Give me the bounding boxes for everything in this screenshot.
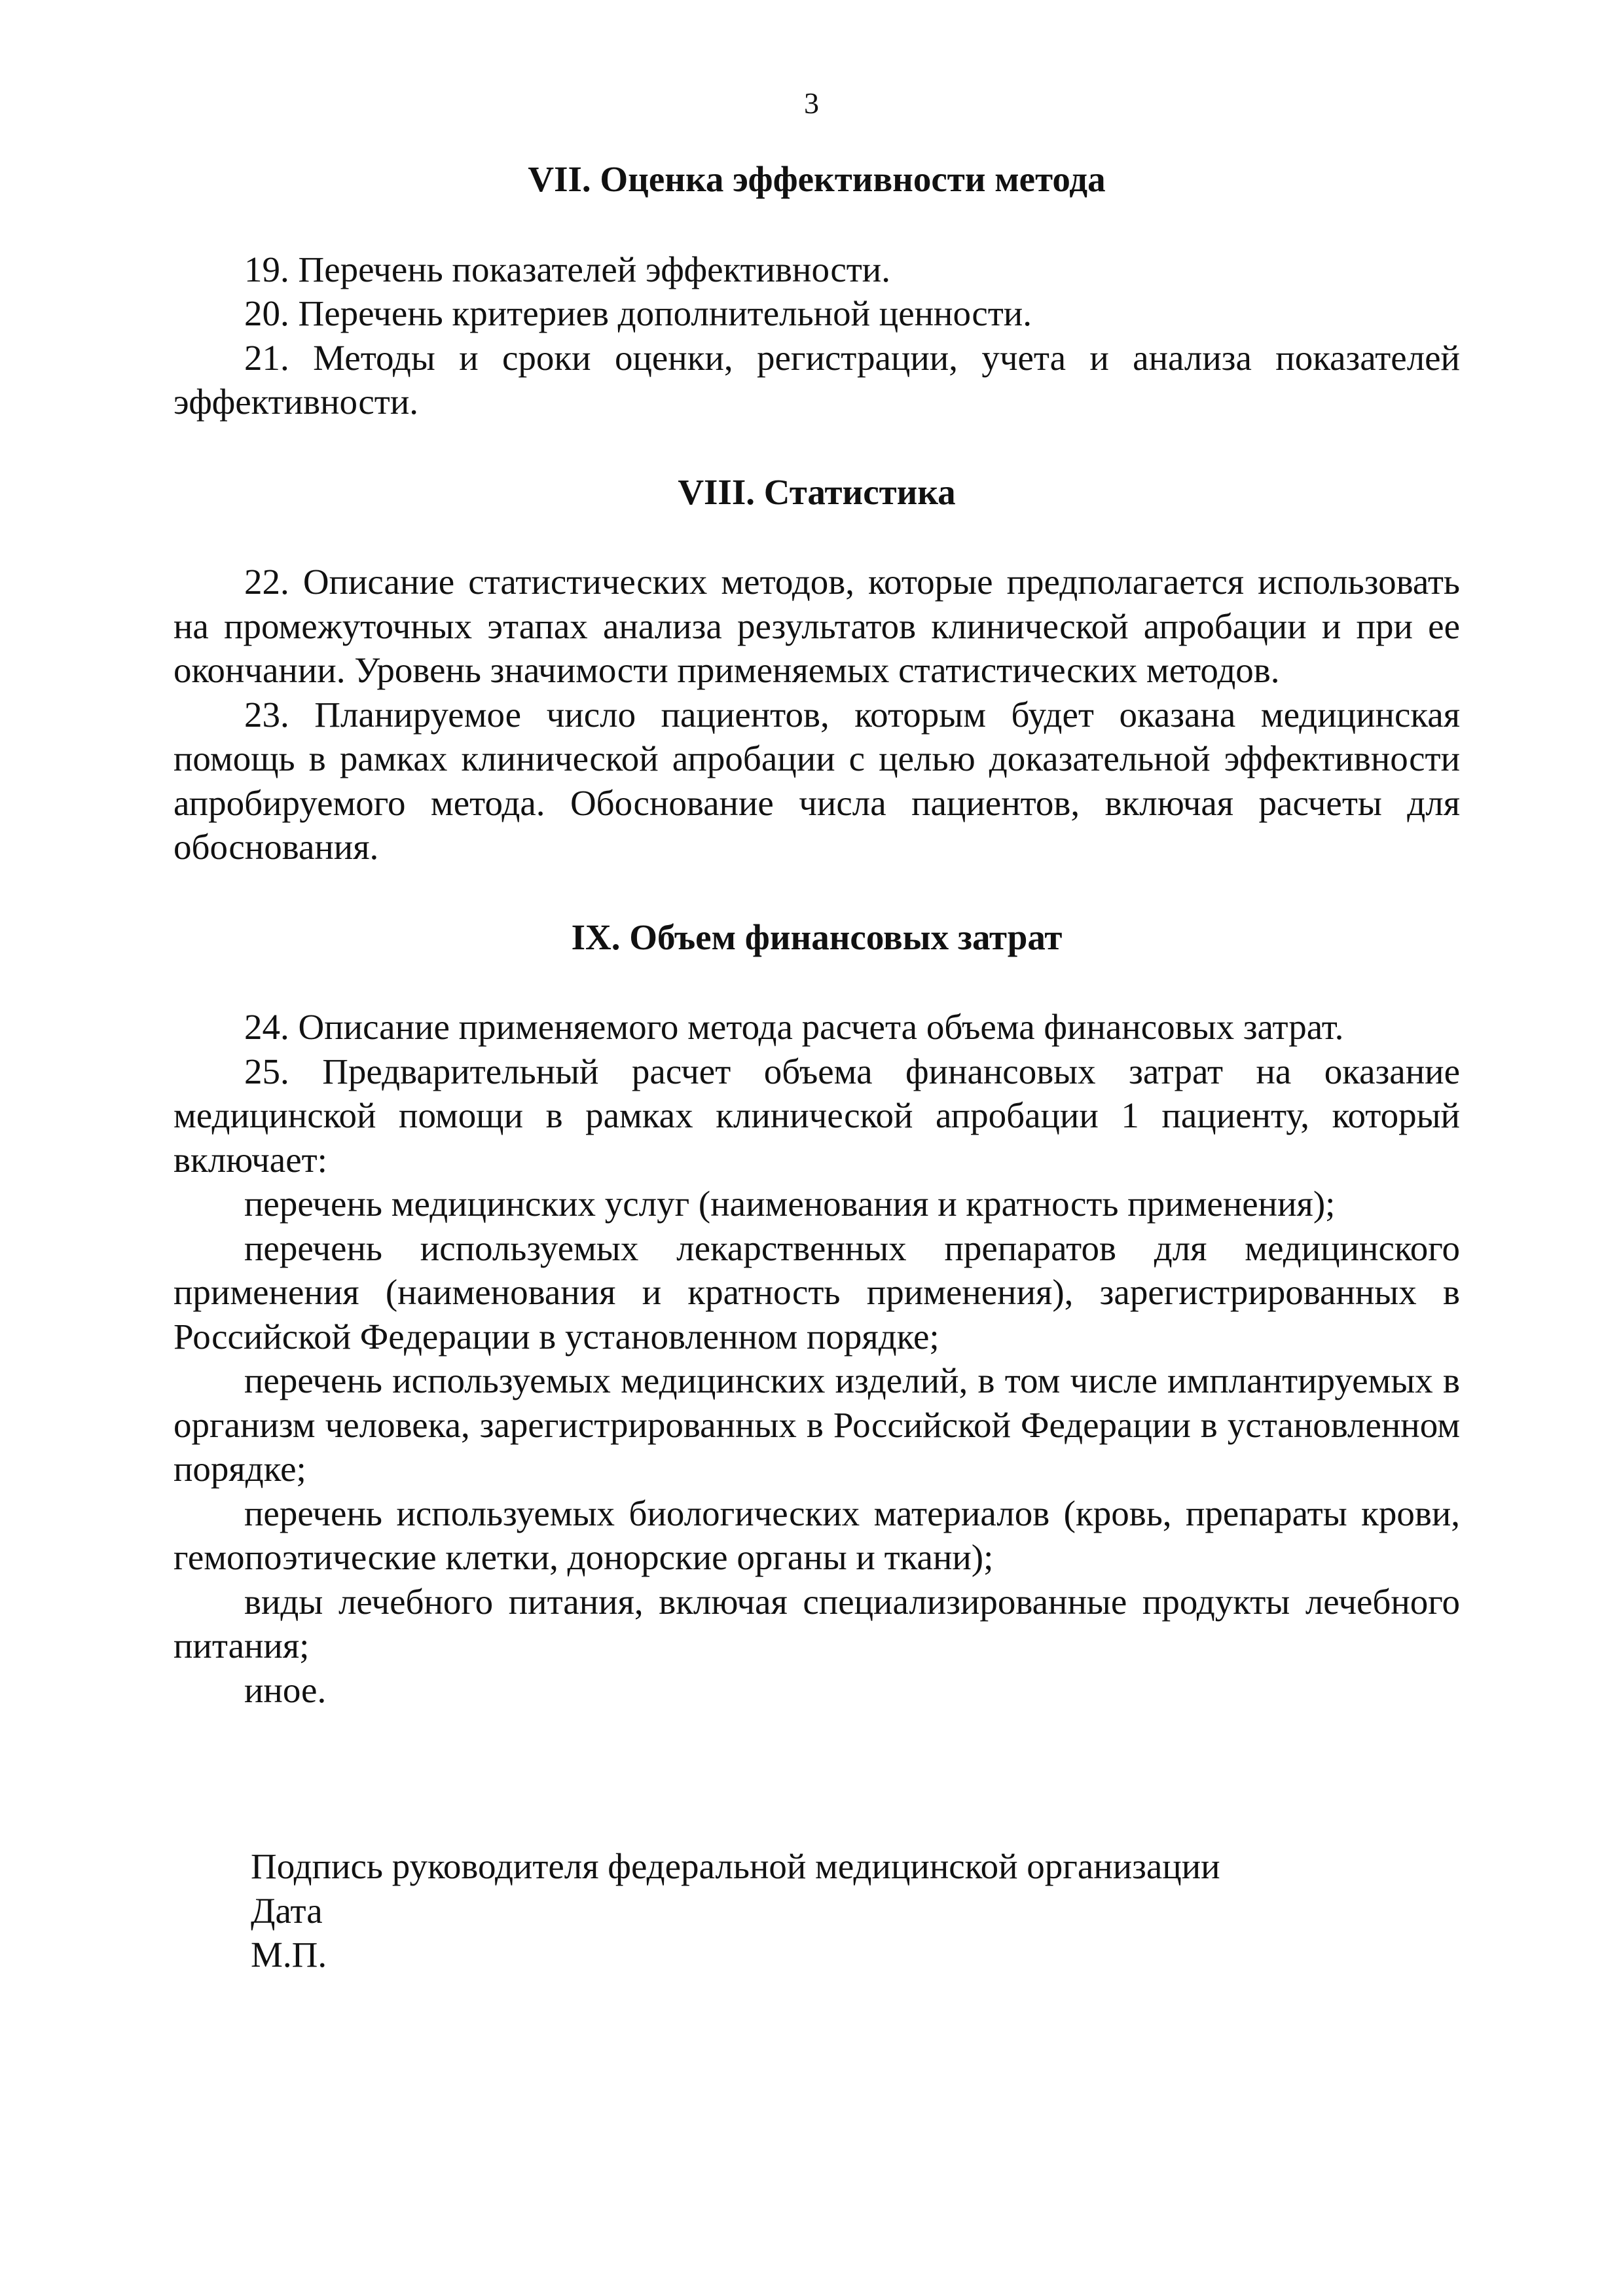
paragraph: 21. Методы и сроки оценки, регистрации, учета и анализа показателей эффективности. [173,337,1460,422]
section-viii [173,470,1460,869]
section-title: VIII. Статистика [678,471,956,512]
paragraph: 19. Перечень показателей эффективности. [244,249,890,289]
paragraph: 20. Перечень критериев дополнительной ценности. [244,293,1032,333]
list-item: перечень используемых медицинских изделий, в том числе имплантируемых в организм человека, зарегистрированных в Российской Федерации в установленном порядке; [173,1360,1460,1489]
paragraph: 23. Планируемое число пациентов, которым будет оказана медицинская помощь в рамках клинической апробации с целью доказательной эффективности апробируемого метода. Обоснование числа пациентов, включая расчеты для обоснования. [173,694,1460,867]
section-title: IX. Объем финансовых затрат [571,917,1063,957]
document-body [173,157,1460,1977]
list-item: перечень медицинских услуг (наименования и кратность применения); [244,1184,1336,1224]
section-title: VII. Оценка эффективности метода [528,159,1106,199]
list-item: виды лечебного питания, включая специализированные продукты лечебного питания; [173,1581,1460,1666]
signature-line: Подпись руководителя федеральной медицинской организации [251,1846,1220,1886]
list-item: иное. [244,1669,327,1710]
signature-block [173,1844,1460,1977]
paragraph: 24. Описание применяемого метода расчета объема финансовых затрат. [244,1007,1344,1047]
list-item: перечень используемых лекарственных препаратов для медицинского применения (наименования и кратность применения), зарегистрированных в Российской Федерации в установленном порядке; [173,1228,1460,1357]
seal-line: М.П. [251,1935,327,1975]
section-vii [173,157,1460,424]
list-item: перечень используемых биологических материалов (кровь, препараты крови, гемопоэтические клетки, донорские органы и ткани); [173,1493,1460,1577]
paragraph: 25. Предварительный расчет объема финансовых затрат на оказание медицинской помощи в рамках клинической апробации 1 пациенту, который включает: [173,1051,1460,1180]
page-number: 3 [804,86,819,120]
date-line: Дата [251,1890,323,1931]
paragraph: 22. Описание статистических методов, которые предполагается использовать на промежуточных этапах анализа результатов клинической апробации и при ее окончании. Уровень значимости применяемых статистических методов. [173,562,1460,690]
section-ix [173,915,1460,1713]
